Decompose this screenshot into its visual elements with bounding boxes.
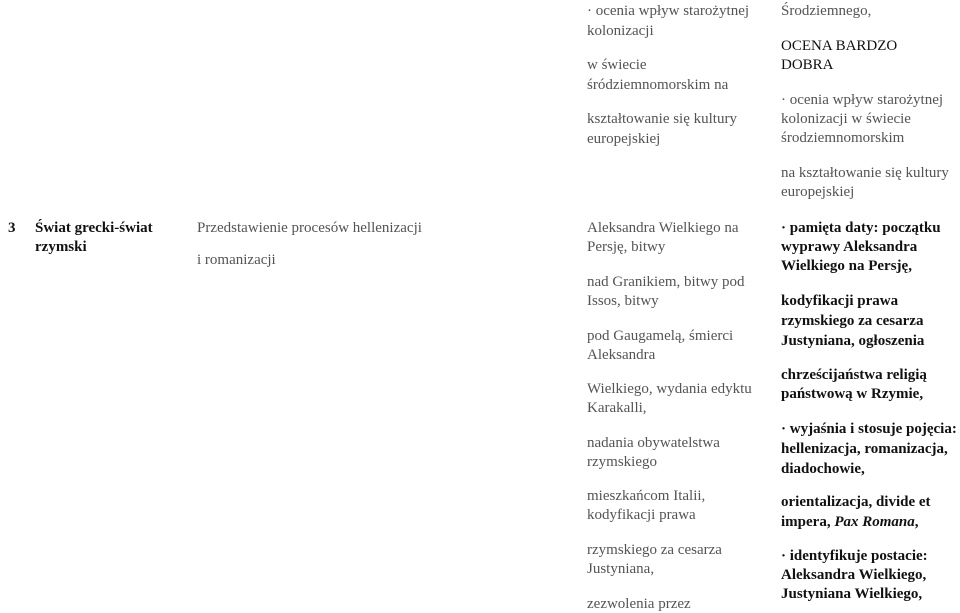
content-line: rzymskiego za cesarza	[587, 542, 722, 558]
text-line: europejskiej	[781, 184, 855, 200]
content-line: Karakalli,	[587, 400, 647, 416]
criteria-line: · identyfikuje postacie:	[781, 548, 928, 564]
criteria-line: Justyniana, ogłoszenia	[781, 333, 925, 349]
content-line: Issos, bitwy	[587, 293, 659, 309]
content-line: Aleksandra Wielkiego na	[587, 220, 739, 236]
row-number: 3	[8, 220, 16, 236]
criteria-line: Aleksandra Wielkiego,	[781, 567, 927, 583]
text-line: śródziemnomorskim na	[587, 77, 729, 93]
criteria-line: Wielkiego na Persję,	[781, 258, 912, 274]
content-line: Justyniana,	[587, 561, 655, 577]
content-line: Wielkiego, wydania edyktu	[587, 381, 752, 397]
criteria-line: kodyfikacji prawa	[781, 293, 899, 309]
text-line: środziemnomorskim	[781, 130, 905, 146]
content-line: Aleksandra	[587, 347, 656, 363]
criteria-text: impera,	[781, 514, 831, 530]
criteria-line: hellenizacja, romanizacja,	[781, 441, 948, 457]
text-line: kolonizacji	[587, 23, 654, 39]
topic-line: rzymski	[35, 239, 87, 255]
requirement-line: Przedstawienie procesów hellenizacji	[197, 220, 422, 236]
content-line: nadania obywatelstwa	[587, 435, 720, 451]
topic-line: Świat grecki-świat	[35, 220, 153, 236]
text-line: europejskiej	[587, 131, 661, 147]
content-line: nad Granikiem, bitwy pod	[587, 274, 745, 290]
grade-heading: DOBRA	[781, 57, 834, 73]
criteria-line: państwową w Rzymie,	[781, 386, 924, 402]
criteria-line	[781, 513, 919, 531]
criteria-comma: ,	[914, 514, 919, 530]
content-line: Persję, bitwy	[587, 239, 666, 255]
content-line: kodyfikacji prawa	[587, 507, 696, 523]
criteria-line: chrześcijaństwa religią	[781, 367, 927, 383]
text-line: w świecie	[587, 57, 647, 73]
text-line: Środziemnego,	[781, 3, 872, 19]
criteria-line: · pamięta daty: początku	[781, 220, 941, 236]
text-line: na kształtowanie się kultury	[781, 165, 949, 181]
criteria-line: orientalizacja, divide et	[781, 494, 931, 510]
text-line: kształtowanie się kultury	[587, 111, 737, 127]
criteria-line: rzymskiego za cesarza	[781, 313, 924, 329]
text-line: · ocenia wpływ starożytnej	[587, 3, 750, 19]
criteria-term-italic: Pax Romana	[834, 514, 915, 530]
text-line: kolonizacji w świecie	[781, 111, 911, 127]
content-line: pod Gaugamelą, śmierci	[587, 328, 734, 344]
criteria-line: Justyniana Wielkiego,	[781, 586, 923, 602]
content-line: zezwolenia przez	[587, 596, 691, 612]
text-line: · ocenia wpływ starożytnej	[781, 92, 944, 108]
grade-heading: OCENA BARDZO	[781, 38, 898, 54]
criteria-line: · wyjaśnia i stosuje pojęcia:	[781, 421, 957, 437]
content-line: mieszkańcom Italii,	[587, 488, 706, 504]
requirement-line: i romanizacji	[197, 252, 276, 268]
content-line: rzymskiego	[587, 454, 657, 470]
criteria-line: diadochowie,	[781, 461, 865, 477]
criteria-line: wyprawy Aleksandra	[781, 239, 918, 255]
